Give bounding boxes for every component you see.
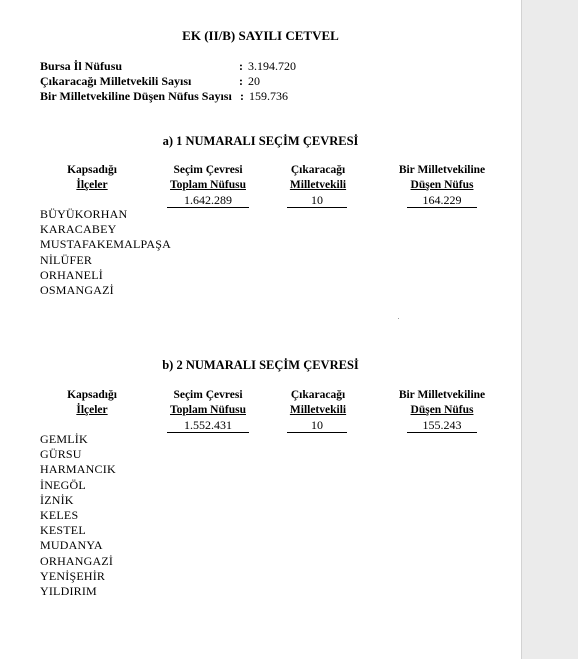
district-item: ORHANGAZİ	[40, 553, 114, 568]
district-item: MUDANYA	[40, 538, 103, 553]
population-value: 1.642.289	[167, 194, 249, 208]
district-item: HARMANCIK	[40, 462, 116, 477]
summary-row-per-deputy: Bir Milletvekiline Düşen Nüfus Sayısı : 159.736	[40, 89, 288, 103]
district-item: YENİŞEHİR	[40, 568, 106, 583]
summary-row-population: Bursa İl Nüfusu : 3.194.720	[40, 59, 296, 73]
district-item: BÜYÜKORHAN	[40, 207, 128, 221]
district-item: GEMLİK	[40, 432, 88, 446]
summary-value: 3.194.720	[248, 59, 296, 73]
district-list	[40, 432, 116, 599]
summary-label: Bursa İl Nüfusu	[40, 59, 123, 73]
header-per-deputy: Bir Milletvekiline Düşen Nüfus	[398, 389, 486, 416]
summary-block	[40, 59, 296, 104]
district-item: ORHANELİ	[40, 267, 103, 282]
deputies-value: 10	[287, 419, 347, 433]
district-item: NİLÜFER	[40, 252, 93, 267]
section-title: a) 1 NUMARALI SEÇİM ÇEVRESİ	[162, 134, 359, 148]
district-item: GÜRSU	[40, 447, 82, 462]
district-item: KESTEL	[40, 523, 86, 538]
district-item: OSMANGAZİ	[40, 283, 114, 298]
viewer-background	[522, 0, 578, 659]
population-value: 1.552.431	[167, 419, 249, 433]
deputies-value: 10	[287, 194, 347, 208]
per-deputy-value: 164.229	[407, 194, 477, 208]
header-deputies: Çıkaracağı Milletvekili	[289, 389, 347, 416]
district-list	[40, 207, 171, 298]
district-item: KARACABEY	[40, 222, 117, 237]
header-per-deputy: Bir Milletvekiline Düşen Nüfus	[398, 164, 486, 191]
stray-mark	[398, 318, 399, 319]
district-item: KELES	[40, 508, 79, 523]
per-deputy-value: 155.243	[407, 419, 477, 433]
header-population: Seçim Çevresi Toplam Nüfusu	[170, 164, 246, 191]
district-item: YILDIRIM	[40, 584, 97, 599]
section-title: b) 2 NUMARALI SEÇİM ÇEVRESİ	[162, 358, 359, 372]
summary-label: Çıkaracağı Milletvekili Sayısı	[40, 74, 192, 88]
district-item: MUSTAFAKEMALPAŞA	[40, 237, 171, 252]
summary-label: Bir Milletvekiline Düşen Nüfus Sayısı	[40, 89, 232, 103]
district-item: İZNİK	[40, 492, 74, 507]
header-districts: Kapsadığı İlçeler	[67, 164, 117, 191]
district-item: İNEGÖL	[40, 477, 86, 492]
header-deputies: Çıkaracağı Milletvekili	[289, 164, 347, 191]
header-districts: Kapsadığı İlçeler	[67, 389, 117, 416]
header-population: Seçim Çevresi Toplam Nüfusu	[170, 389, 246, 416]
summary-value: 159.736	[249, 89, 288, 103]
summary-row-deputies: Çıkaracağı Milletvekili Sayısı : 20	[40, 74, 260, 88]
summary-value: 20	[248, 74, 260, 88]
page-title: EK (II/B) SAYILI CETVEL	[182, 28, 339, 43]
